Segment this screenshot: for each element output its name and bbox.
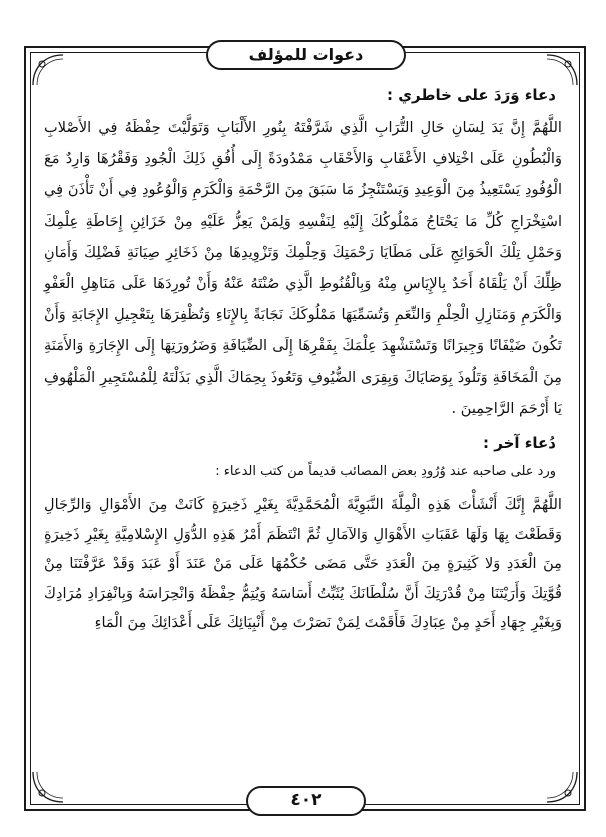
section-heading: دُعاء آخر : xyxy=(483,434,556,453)
corner-ornament-icon xyxy=(31,53,65,87)
section-note: ورد على صاحبه عند وُرُودِ بعض المصائب قديماً من كتب الدعاء : xyxy=(215,464,556,480)
running-header xyxy=(206,40,406,70)
corner-ornament-icon xyxy=(545,770,579,804)
section-heading: دعاء وَرَدَ على خاطري : xyxy=(387,86,556,104)
corner-ornament-icon xyxy=(545,53,579,87)
page-number-badge xyxy=(246,786,366,816)
page-number: ٤٠٢ xyxy=(290,790,322,810)
prayer-paragraph: اللَّهُمَّ إِنَّكَ أَنْشَأْتَ هَذِهِ الْمِلَّةَ النَّبَوِيَّةَ الْمُحَمَّدِيَّةَ بِغَيْرِ ذَخِيرَةٍ كَانَتْ مِنَ الأَمْوَالِ وَالرِّجَالِ وَقَطَعْتَ بِهَا وَلَهَا عَقَبَاتِ الأَهْوَالِ وَالآمَالِ ثُمَّ انْتَظَمَ أَمْرُ هَذِهِ الدُّوَلِ الإِسْلامِيَّةِ بِغَيْرِ ذَخِيرَةٍ مِنَ الْعَدَدِ وَلا كَثِيرَةٍ مِنَ الْعَدَدِ حَتَّى مَضَى حُكْمُهَا عَلَى مَنْ عَنَدَ أَوْ عَبَدَ وَقَدْ عَرَّفْتَنَا مِنْ قُوَّتِكَ وَأَرَيْتَنَا مِنْ قُدْرَتِكَ أَنَّ سُلْطَانَكَ يُثَبِّتُ أَسَاسَهُ وَيُتِمُّ حِفْظَهُ وَانْحِرَاسَهُ وَبِانْفِرَادِ مُرَادِكَ وَبِغَيْرِ جِهَادِ أَحَدٍ مِنْ عِبَادِكَ فَأَقَمْتَ لِمَنْ نَصَرْتَ مِنْ أَنْبِيَائِكَ عَلَى أَعْدَائِكَ مِنَ الْمَاءِ xyxy=(44,496,562,632)
header-title: دعوات للمؤلف xyxy=(248,45,364,64)
corner-ornament-icon xyxy=(31,770,65,804)
page-body xyxy=(44,84,562,638)
prayer-paragraph: اللَّهُمَّ إِنَّ يَدَ لِسَانِ حَالِ التُّرَابِ الَّذِي شَرَّفْتَهُ بِنُورِ الأَلْبَابِ وَتَوَلَّيْتَ حِفْظَهُ فِي الأَصْلابِ وَالْبُطُونِ عَلَى اخْتِلافِ الأَعْقَابِ وَالأَحْقَابِ مَمْدُودَةً إِلَى أُفُقِ ذَلِكَ الْجُودِ وَفَقْرُهَا وَارِدٌ مَعَ الْوُفُودِ يَسْتَعِيذُ مِنَ الْوَعِيدِ وَيَسْتَنْجِزُ مَا سَبَقَ مِنَ الرَّحْمَةِ وَالْكَرَمِ وَالْوُعُودِ فِي أَنْ تَأْذَنَ فِي اسْتِخْرَاجِ كُلِّ مَا يَحْتَاجُ مَمْلُوكُكَ إِلَيْهِ لِنَفْسِهِ وَلِمَنْ يَعِزُّ عَلَيْهِ مِنْ خَزَائِنِ إِحَاطَةِ عِلْمِكَ وَحَمْلِ تِلْكَ الْحَوَائِجِ عَلَى مَطَايَا رَحْمَتِكَ وَحِلْمِكَ وَتَزْوِيدِهَا مِنْ ذَخَائِرِ صِيَانَةِ فَضْلِكَ وَأَمَانِ ظِلِّكَ أَنْ يَلْقَاهُ أَحَدٌ بِالإِيَاسِ مِنْهُ وَبِالْقُنُوطِ الَّذِي صُنْتَهُ عَنْهُ وَأَنْ تُورِدَهَا عَلَى مَنَاهِلِ الْعَفْوِ وَالْكَرَمِ وَمَنَازِلِ الْحِلْمِ وَالنِّعَمِ وَتُسَمِّيَهَا مَمْلُوكَكَ نَجَابَةً بِالإِنَاءِ وَتُظْفِرَهَا بِتَعْجِيلِ الإِجَابَةِ وَأَنْ تَكُونَ ضَيْفَانًا وَجِيرَانًا وَتَسْتَشْهِدَ عِلْمَكَ بِفَقْرِهَا إِلَى الضِّيَافَةِ وَضَرُورَتِهَا إِلَى الإِجَارَةِ وَالأَمَنَةِ مِنَ الْمَخَافَةِ وَتَلُوذَ بِوَصَايَاكَ وَبِقِرَى الضُّيُوفِ وَتَعُوذَ بِحِمَاكَ الَّذِي بَذَلْتَهُ لِلْمُسْتَجِيرِ الْمَلْهُوفِ يَا أَرْحَمَ الرَّاحِمِينَ . xyxy=(44,119,562,417)
